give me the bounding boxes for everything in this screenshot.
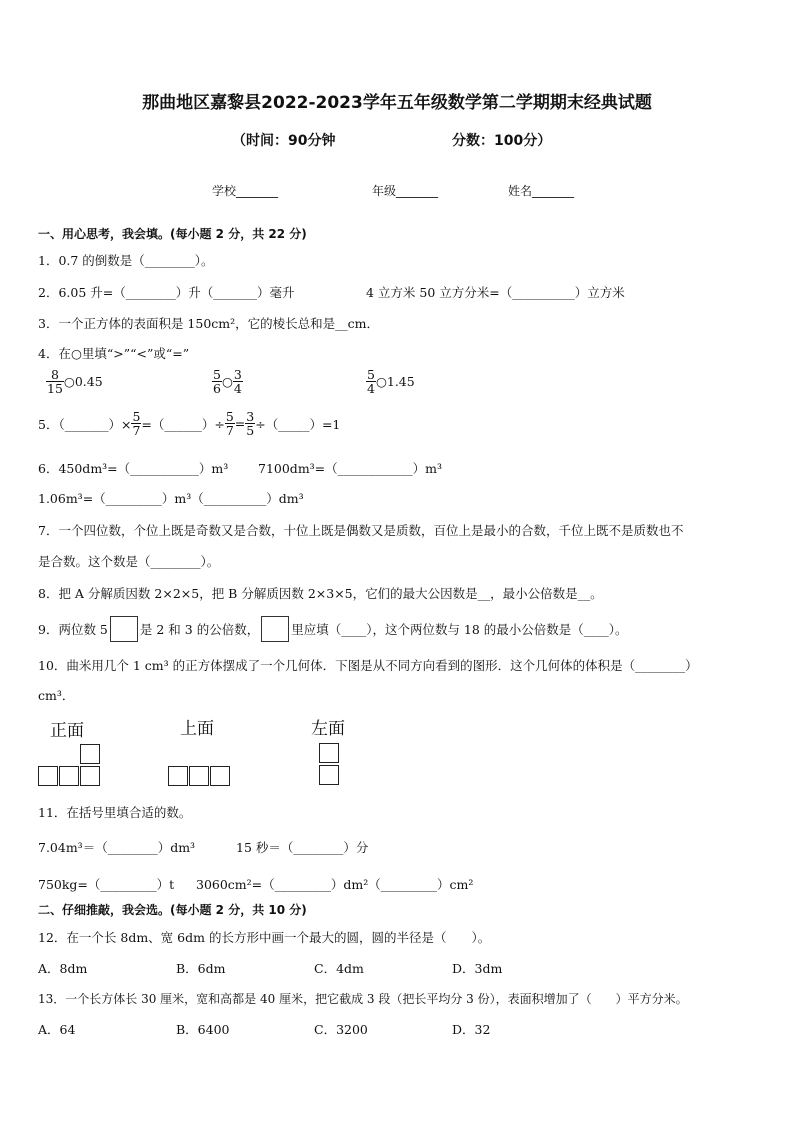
numerator: 3 — [233, 367, 242, 382]
section-1-heading: 一、用心思考，我会填。(每小题 2 分，共 22 分) — [38, 227, 307, 241]
denominator: 5 — [246, 423, 255, 439]
cube-square — [80, 766, 100, 786]
fraction — [245, 410, 255, 437]
exam-time: （时间：90分钟 — [232, 133, 336, 149]
compare-expression: ○1.45 — [375, 374, 415, 390]
grade-field: 年级_______ — [372, 184, 439, 198]
question-10-line-2: cm³． — [38, 688, 75, 703]
numerator: 5 — [225, 409, 234, 424]
question-11: 11．在括号里填合适的数。 — [38, 805, 192, 820]
q5-text-3: = — [234, 416, 246, 432]
q13-option-d: D．32 — [452, 1022, 491, 1037]
question-10-line-1: 10．曲米用几个 1 cm³ 的正方体摆成了一个几何体．下图是从不同方向看到的图形．这个几何体的体积是（________） — [38, 658, 698, 673]
question-6-part-b: 7100dm³=（____________）m³ — [258, 461, 443, 476]
cube-square — [168, 766, 188, 786]
question-7-line-2: 是合数。这个数是（________）。 — [38, 554, 220, 569]
fraction — [225, 410, 235, 437]
q9-text-2: 是 2 和 3 的公倍数， — [139, 622, 260, 637]
numerator: 5 — [213, 367, 221, 382]
question-7-line-1: 7．一个四位数，个位上既是奇数又是合数，十位上既是偶数又是质数，百位上是最小的合数，千位上既不是质数也不 — [38, 523, 684, 538]
q13-option-c: C．3200 — [314, 1022, 368, 1037]
question-11-part-c: 750kg=（_________）t — [38, 877, 175, 892]
fraction — [366, 368, 376, 395]
question-13: 13．一个长方体长 30 厘米，宽和高都是 40 厘米，把它截成 3 段（把长平均分 3 份），表面积增加了（ ）平方分米。 — [38, 992, 688, 1006]
denominator: 4 — [367, 381, 375, 397]
q5-text-2: =（______）÷ — [141, 416, 225, 432]
question-9 — [38, 616, 628, 642]
question-1: 1．0.7 的倒数是（________）。 — [38, 253, 214, 268]
denominator: 7 — [225, 423, 234, 439]
front-view-diagram — [38, 744, 108, 790]
q12-option-d: D．3dm — [452, 961, 503, 976]
question-8: 8．把 A 分解质因数 2×2×5，把 B 分解质因数 2×3×5，它们的最大公因数是__，最小公倍数是__。 — [38, 586, 603, 601]
cube-square — [80, 744, 100, 764]
q5-text-4: ÷（_____）=1 — [255, 416, 341, 432]
question-5 — [38, 410, 340, 437]
left-view-label: 左面 — [311, 719, 345, 739]
question-2-part-b: 4 立方米 50 立方分米=（__________）立方米 — [366, 285, 625, 300]
compare-circle: ○ — [221, 374, 233, 390]
fraction — [233, 368, 243, 395]
q9-text-3: 里应填（____），这个两位数与 18 的最小公倍数是（____）。 — [291, 622, 628, 637]
denominator: 6 — [213, 381, 221, 397]
denominator: 7 — [132, 423, 141, 439]
compare-expression: ○0.45 — [63, 374, 103, 390]
q12-option-a: A．8dm — [38, 961, 88, 976]
cube-square — [189, 766, 209, 786]
cube-square — [59, 766, 79, 786]
fraction — [131, 410, 141, 437]
q12-option-c: C．4dm — [314, 961, 364, 976]
denominator: 4 — [233, 381, 242, 397]
left-view-diagram — [319, 743, 345, 789]
question-2-part-a: 2．6.05 升=（________）升（_______）毫升 — [38, 285, 295, 300]
fraction — [212, 368, 222, 395]
question-4-item-2 — [212, 368, 243, 395]
q13-option-b: B．6400 — [176, 1022, 230, 1037]
question-6-part-c: 1.06m³=（_________）m³（__________）dm³ — [38, 491, 304, 506]
q5-text-1: 5．（_______）× — [38, 416, 132, 432]
question-11-part-a: 7.04m³＝（________）dm³ — [38, 840, 196, 855]
name-field: 姓名_______ — [508, 184, 575, 198]
front-view-label: 正面 — [50, 721, 84, 741]
numerator: 5 — [367, 367, 375, 382]
question-4-item-1 — [46, 368, 103, 395]
numerator: 3 — [246, 409, 255, 424]
blank-box — [261, 616, 289, 642]
numerator: 8 — [46, 368, 64, 382]
question-11-part-b: 15 秒＝（________）分 — [236, 840, 369, 855]
question-4: 4．在○里填“>”“<”或“=” — [38, 346, 190, 361]
exam-score: 分数：100分） — [452, 133, 552, 149]
page-title: 那曲地区嘉黎县2022-2023学年五年级数学第二学期期末经典试题 — [142, 93, 652, 113]
section-2-heading: 二、仔细推敲，我会选。(每小题 2 分，共 10 分) — [38, 903, 307, 917]
numerator: 5 — [132, 409, 141, 424]
cube-square — [319, 743, 339, 763]
question-11-part-d: 3060cm²=（_________）dm²（_________）cm² — [196, 877, 474, 892]
question-4-item-3 — [366, 368, 415, 395]
q9-text-1: 9．两位数 5 — [38, 622, 108, 637]
top-view-label: 上面 — [180, 719, 214, 739]
question-6-part-a: 6．450dm³=（___________）m³ — [38, 461, 229, 476]
fraction — [46, 368, 64, 395]
q13-option-a: A．64 — [38, 1022, 76, 1037]
top-view-diagram — [168, 766, 238, 790]
cube-square — [210, 766, 230, 786]
question-3: 3．一个正方体的表面积是 150cm²，它的棱长总和是__cm． — [38, 316, 380, 331]
q12-option-b: B．6dm — [176, 961, 226, 976]
question-12: 12．在一个长 8dm、宽 6dm 的长方形中画一个最大的圆，圆的半径是（ ）。 — [38, 930, 491, 945]
blank-box — [110, 616, 138, 642]
cube-square — [38, 766, 58, 786]
school-field: 学校_______ — [212, 184, 279, 198]
denominator: 15 — [47, 381, 63, 397]
cube-square — [319, 765, 339, 785]
